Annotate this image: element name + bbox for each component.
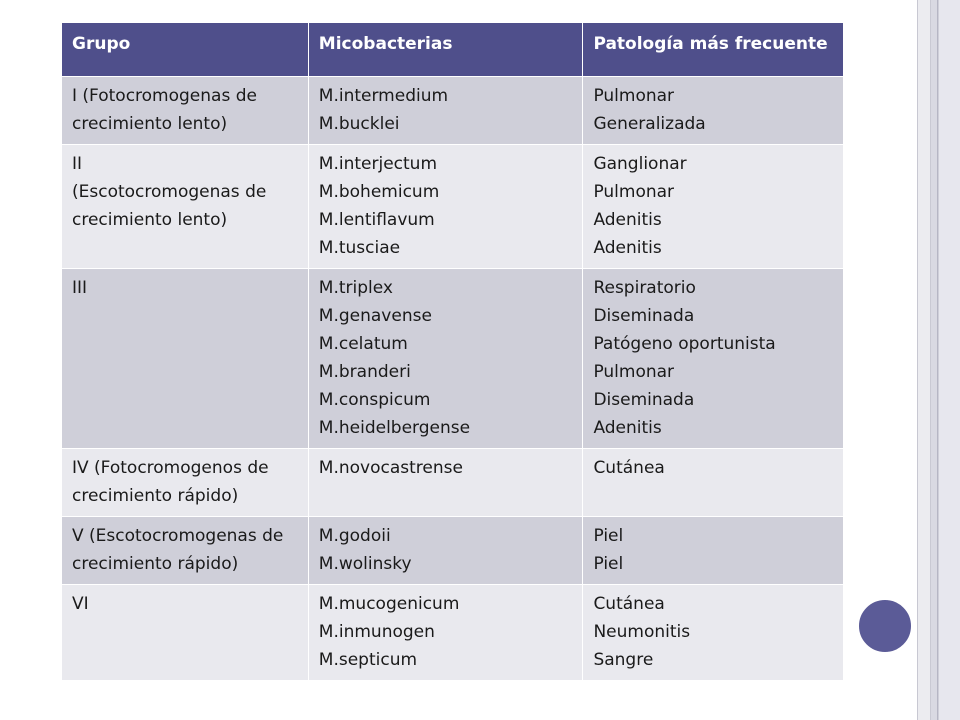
- cell-patologia: Piel Piel: [583, 517, 844, 585]
- table-row: [62, 517, 844, 585]
- cell-grupo: VI: [62, 585, 309, 681]
- header-patologia: Patología más frecuente: [583, 23, 844, 77]
- cell-micobacterias: M.intermedium M.bucklei: [308, 77, 583, 145]
- table-row: [62, 269, 844, 449]
- header-grupo: Grupo: [62, 23, 309, 77]
- cell-patologia: Respiratorio Diseminada Patógeno oportunista Pulmonar Diseminada Adenitis: [583, 269, 844, 449]
- table-row: [62, 77, 844, 145]
- cell-patologia: Cutánea: [583, 449, 844, 517]
- cell-micobacterias: M.triplex M.genavense M.celatum M.branderi M.conspicum M.heidelbergense: [308, 269, 583, 449]
- cell-grupo: II (Escotocromogenas de crecimiento lento): [62, 145, 309, 269]
- cell-grupo: III: [62, 269, 309, 449]
- table-row: [62, 145, 844, 269]
- decorative-circle: [856, 597, 914, 655]
- decorative-side-band-line: [931, 0, 938, 720]
- mycobacteria-table: [61, 22, 844, 681]
- header-micobacterias: Micobacterias: [308, 23, 583, 77]
- decorative-side-band: [918, 0, 931, 720]
- cell-grupo: IV (Fotocromogenos de crecimiento rápido): [62, 449, 309, 517]
- table-header-row: [62, 23, 844, 77]
- cell-micobacterias: M.novocastrense: [308, 449, 583, 517]
- decorative-side-band-outer: [938, 0, 960, 720]
- cell-patologia: Pulmonar Generalizada: [583, 77, 844, 145]
- cell-micobacterias: M.godoii M.wolinsky: [308, 517, 583, 585]
- cell-grupo: V (Escotocromogenas de crecimiento rápido): [62, 517, 309, 585]
- table-row: [62, 449, 844, 517]
- cell-patologia: Cutánea Neumonitis Sangre: [583, 585, 844, 681]
- cell-grupo: I (Fotocromogenas de crecimiento lento): [62, 77, 309, 145]
- cell-patologia: Ganglionar Pulmonar Adenitis Adenitis: [583, 145, 844, 269]
- cell-micobacterias: M.mucogenicum M.inmunogen M.septicum: [308, 585, 583, 681]
- table-row: [62, 585, 844, 681]
- cell-micobacterias: M.interjectum M.bohemicum M.lentiflavum M.tusciae: [308, 145, 583, 269]
